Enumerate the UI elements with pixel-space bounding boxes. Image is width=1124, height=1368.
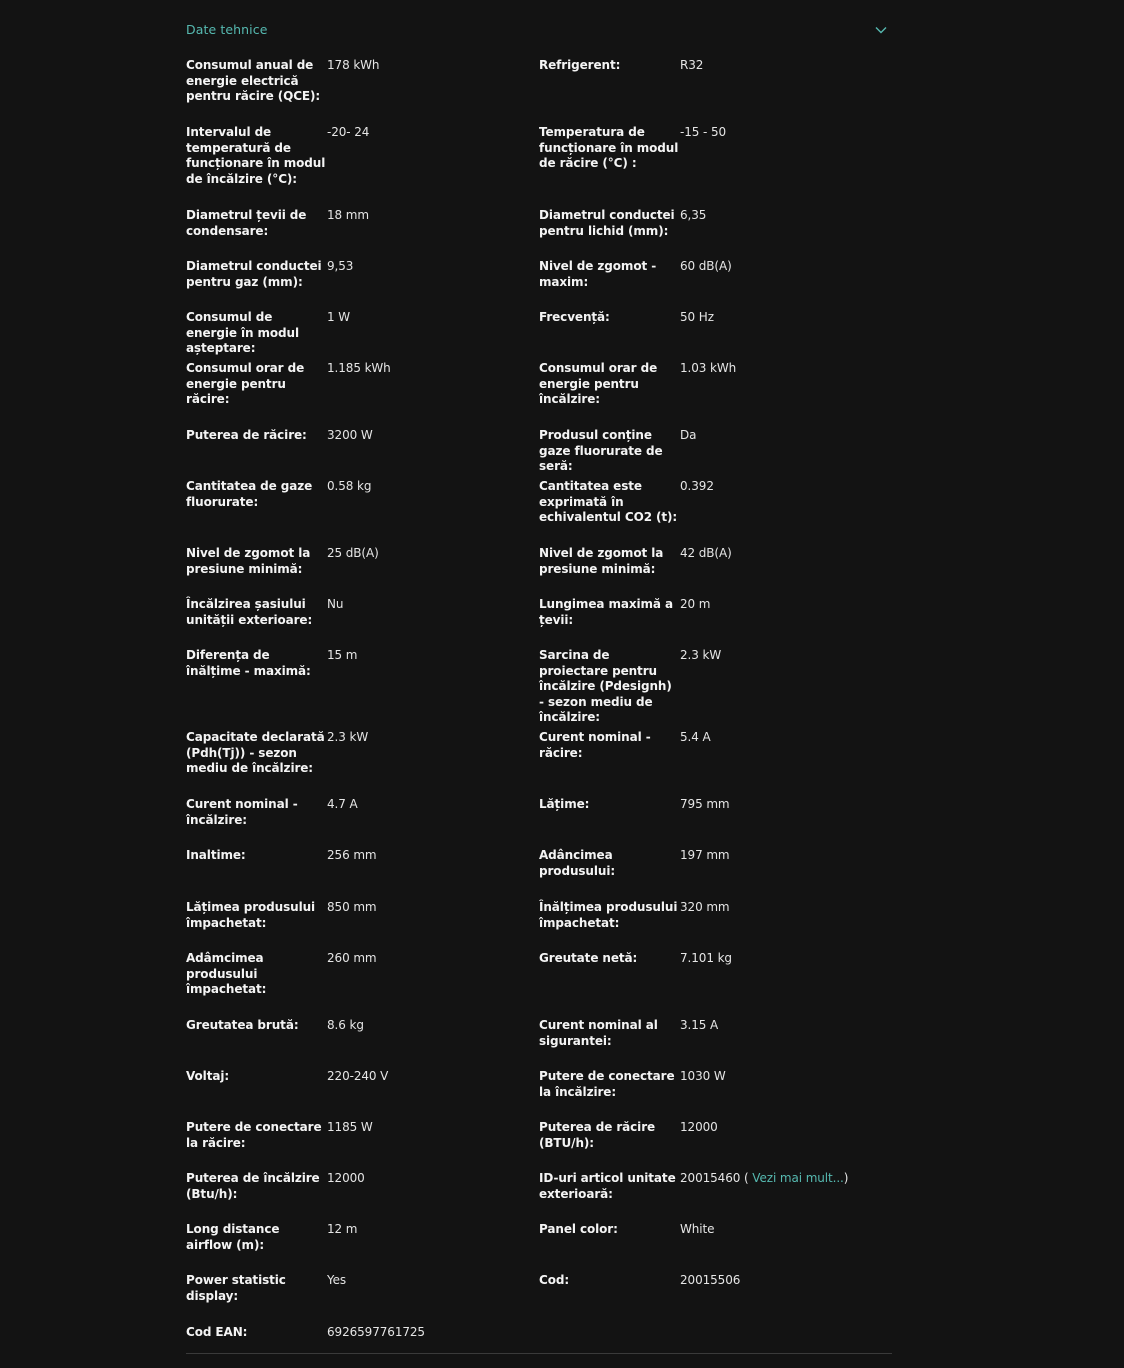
spec-label: Intervalul de temperatură de funcționare în modul de încălzire (°C): bbox=[186, 125, 326, 186]
spec-item bbox=[539, 208, 892, 259]
spec-value: 0.392 bbox=[680, 479, 714, 493]
spec-row bbox=[186, 1222, 892, 1273]
spec-value: 320 mm bbox=[680, 900, 730, 914]
spec-label: Curent nominal al sigurantei: bbox=[539, 1018, 658, 1048]
spec-item bbox=[186, 428, 539, 479]
spec-value: 0.58 kg bbox=[327, 479, 372, 493]
spec-label: Greutate netă: bbox=[539, 951, 638, 965]
spec-item bbox=[186, 1171, 539, 1222]
spec-value: 220-240 V bbox=[327, 1069, 389, 1083]
spec-label: Nivel de zgomot la presiune minimă: bbox=[186, 546, 311, 576]
spec-value: 795 mm bbox=[680, 797, 730, 811]
spec-item bbox=[186, 310, 539, 361]
spec-label: Consumul orar de energie pentru răcire: bbox=[186, 361, 305, 406]
spec-label: Diametrul conductei pentru lichid (mm): bbox=[539, 208, 675, 238]
spec-value: 1.185 kWh bbox=[327, 361, 391, 375]
spec-row bbox=[186, 208, 892, 259]
spec-item bbox=[539, 797, 892, 848]
spec-label: Lățime: bbox=[539, 797, 590, 811]
spec-value: White bbox=[680, 1222, 715, 1236]
spec-item bbox=[186, 361, 539, 428]
spec-value: 50 Hz bbox=[680, 310, 714, 324]
spec-value: 3.15 A bbox=[680, 1018, 719, 1032]
spec-item bbox=[186, 58, 539, 125]
spec-label: Consumul de energie în modul așteptare: bbox=[186, 310, 299, 355]
spec-value: 197 mm bbox=[680, 848, 730, 862]
spec-item bbox=[539, 58, 892, 125]
spec-value: 12 m bbox=[327, 1222, 358, 1236]
spec-item bbox=[539, 1273, 892, 1325]
spec-value: 20015460 ( Vezi mai mult...) bbox=[680, 1171, 849, 1185]
spec-row bbox=[186, 1325, 892, 1355]
spec-row bbox=[186, 951, 892, 1018]
spec-item bbox=[186, 1069, 539, 1120]
spec-label: Temperatura de funcționare în modul de răcire (°C) : bbox=[539, 125, 679, 170]
spec-label: Consumul anual de energie electrică pentru răcire (QCE): bbox=[186, 58, 321, 103]
spec-value: 4.7 A bbox=[327, 797, 358, 811]
spec-label: Diametrul țevii de condensare: bbox=[186, 208, 307, 238]
spec-value: 6,35 bbox=[680, 208, 707, 222]
spec-label: Produsul conține gaze fluorurate de seră: bbox=[539, 428, 663, 473]
spec-label: Cod EAN: bbox=[186, 1325, 248, 1339]
spec-row bbox=[186, 1069, 892, 1120]
spec-item bbox=[539, 428, 892, 479]
spec-label: Refrigerent: bbox=[539, 58, 621, 72]
spec-value: 1.03 kWh bbox=[680, 361, 737, 375]
spec-value: R32 bbox=[680, 58, 704, 72]
spec-value: 850 mm bbox=[327, 900, 377, 914]
divider bbox=[186, 1353, 892, 1354]
spec-item bbox=[186, 1120, 539, 1171]
spec-label: Putere de conectare la încălzire: bbox=[539, 1069, 675, 1099]
spec-item bbox=[539, 1222, 892, 1273]
spec-item bbox=[186, 1018, 539, 1069]
spec-row bbox=[186, 797, 892, 848]
spec-label: Curent nominal - încălzire: bbox=[186, 797, 298, 827]
spec-value: 2.3 kW bbox=[680, 648, 722, 662]
spec-value-text: 20015460 bbox=[680, 1171, 741, 1185]
spec-value: 20 m bbox=[680, 597, 711, 611]
spec-item bbox=[539, 1018, 892, 1069]
spec-item bbox=[539, 848, 892, 900]
spec-value: Yes bbox=[327, 1273, 347, 1287]
spec-label: Adâmcimea produsului împachetat: bbox=[186, 951, 267, 996]
spec-row bbox=[186, 310, 892, 361]
spec-item bbox=[539, 310, 892, 361]
spec-row bbox=[186, 1120, 892, 1171]
spec-value: 256 mm bbox=[327, 848, 377, 862]
spec-label: Panel color: bbox=[539, 1222, 618, 1236]
spec-item bbox=[186, 648, 539, 730]
spec-label: Cod: bbox=[539, 1273, 570, 1287]
spec-value: 15 m bbox=[327, 648, 358, 662]
spec-item bbox=[539, 730, 892, 797]
spec-label: Diametrul conductei pentru gaz (mm): bbox=[186, 259, 322, 289]
spec-row bbox=[186, 1018, 892, 1069]
spec-row bbox=[186, 1171, 892, 1222]
spec-item bbox=[539, 479, 892, 546]
spec-item bbox=[186, 797, 539, 848]
spec-label: Capacitate declarată (Pdh(Tj)) - sezon mediu de încălzire: bbox=[186, 730, 325, 775]
spec-item bbox=[186, 900, 539, 951]
spec-label: Consumul orar de energie pentru încălzire: bbox=[539, 361, 658, 406]
spec-item bbox=[539, 951, 892, 1018]
spec-label: Înălțimea produsului împachetat: bbox=[539, 900, 678, 930]
spec-label: Cantitatea este exprimată în echivalentul CO2 (t): bbox=[539, 479, 678, 524]
spec-value: 260 mm bbox=[327, 951, 377, 965]
spec-item bbox=[186, 546, 539, 597]
spec-row bbox=[186, 58, 892, 125]
spec-value: 12000 bbox=[327, 1171, 365, 1185]
spec-item bbox=[539, 648, 892, 730]
see-more-link[interactable]: Vezi mai mult... bbox=[752, 1171, 844, 1185]
spec-value: 1185 W bbox=[327, 1120, 373, 1134]
spec-label: Nivel de zgomot la presiune minimă: bbox=[539, 546, 664, 576]
spec-item bbox=[539, 361, 892, 428]
spec-row bbox=[186, 479, 892, 546]
spec-label: Frecvență: bbox=[539, 310, 610, 324]
spec-item bbox=[186, 597, 539, 648]
spec-item bbox=[539, 597, 892, 648]
spec-item bbox=[539, 1171, 892, 1222]
spec-row bbox=[186, 546, 892, 597]
spec-item bbox=[186, 208, 539, 259]
spec-label: Puterea de răcire: bbox=[186, 428, 307, 442]
spec-item bbox=[186, 951, 539, 1018]
spec-row bbox=[186, 125, 892, 208]
spec-item bbox=[186, 730, 539, 797]
spec-label: Nivel de zgomot - maxim: bbox=[539, 259, 657, 289]
spec-value: 1030 W bbox=[680, 1069, 726, 1083]
spec-value: Da bbox=[680, 428, 697, 442]
spec-row bbox=[186, 900, 892, 951]
spec-label: Power statistic display: bbox=[186, 1273, 286, 1303]
spec-item bbox=[186, 125, 539, 208]
spec-row bbox=[186, 730, 892, 797]
spec-value: 60 dB(A) bbox=[680, 259, 732, 273]
spec-item bbox=[186, 259, 539, 310]
spec-label: Diferența de înălțime - maximă: bbox=[186, 648, 311, 678]
spec-value: Nu bbox=[327, 597, 344, 611]
spec-value: -15 - 50 bbox=[680, 125, 727, 139]
spec-item bbox=[186, 1222, 539, 1273]
spec-value: 25 dB(A) bbox=[327, 546, 379, 560]
spec-item bbox=[539, 900, 892, 951]
spec-value: 20015506 bbox=[680, 1273, 741, 1287]
specs-table bbox=[186, 58, 892, 1355]
spec-label: Putere de conectare la răcire: bbox=[186, 1120, 322, 1150]
spec-item bbox=[539, 259, 892, 310]
spec-row bbox=[186, 597, 892, 648]
spec-label: Lungimea maximă a țevii: bbox=[539, 597, 673, 627]
spec-value: 6926597761725 bbox=[327, 1325, 425, 1339]
spec-item bbox=[539, 1069, 892, 1120]
spec-row bbox=[186, 1273, 892, 1325]
spec-value: 2.3 kW bbox=[327, 730, 369, 744]
spec-label: Puterea de încălzire (Btu/h): bbox=[186, 1171, 320, 1201]
section-header[interactable] bbox=[186, 0, 892, 60]
spec-row bbox=[186, 259, 892, 310]
spec-value: 178 kWh bbox=[327, 58, 380, 72]
spec-row bbox=[186, 428, 892, 479]
spec-label: Puterea de răcire (BTU/h): bbox=[539, 1120, 656, 1150]
spec-item bbox=[186, 479, 539, 546]
spec-value: 18 mm bbox=[327, 208, 369, 222]
spec-item bbox=[539, 125, 892, 208]
spec-row bbox=[186, 648, 892, 730]
spec-label: Cantitatea de gaze fluorurate: bbox=[186, 479, 313, 509]
spec-item bbox=[186, 1273, 539, 1325]
spec-value: 12000 bbox=[680, 1120, 718, 1134]
chevron-down-icon[interactable] bbox=[874, 22, 888, 36]
spec-value: -20- 24 bbox=[327, 125, 370, 139]
spec-label: Greutatea brută: bbox=[186, 1018, 299, 1032]
spec-value: 42 dB(A) bbox=[680, 546, 732, 560]
spec-label: Curent nominal - răcire: bbox=[539, 730, 651, 760]
spec-label: Long distance airflow (m): bbox=[186, 1222, 280, 1252]
spec-value: 7.101 kg bbox=[680, 951, 732, 965]
spec-value: 5.4 A bbox=[680, 730, 711, 744]
spec-label: Adâncimea produsului: bbox=[539, 848, 616, 878]
spec-item bbox=[186, 848, 539, 900]
spec-value: 1 W bbox=[327, 310, 351, 324]
spec-value: 9,53 bbox=[327, 259, 354, 273]
spec-row bbox=[186, 361, 892, 428]
section-title[interactable]: Date tehnice bbox=[186, 22, 268, 37]
spec-item bbox=[539, 1120, 892, 1171]
spec-item bbox=[539, 546, 892, 597]
spec-label: Voltaj: bbox=[186, 1069, 230, 1083]
spec-value: 3200 W bbox=[327, 428, 373, 442]
spec-label: ID-uri articol unitate exterioară: bbox=[539, 1171, 676, 1201]
spec-label: Sarcina de proiectare pentru încălzire (Pdesignh) - sezon mediu de încălzire: bbox=[539, 648, 672, 724]
spec-row bbox=[186, 848, 892, 900]
spec-value: 8.6 kg bbox=[327, 1018, 364, 1032]
spec-item bbox=[186, 1325, 553, 1355]
spec-label: Încălzirea șasiului unității exterioare: bbox=[186, 597, 313, 627]
technical-data-section bbox=[186, 0, 892, 1355]
spec-label: Inaltime: bbox=[186, 848, 246, 862]
spec-label: Lățimea produsului împachetat: bbox=[186, 900, 316, 930]
